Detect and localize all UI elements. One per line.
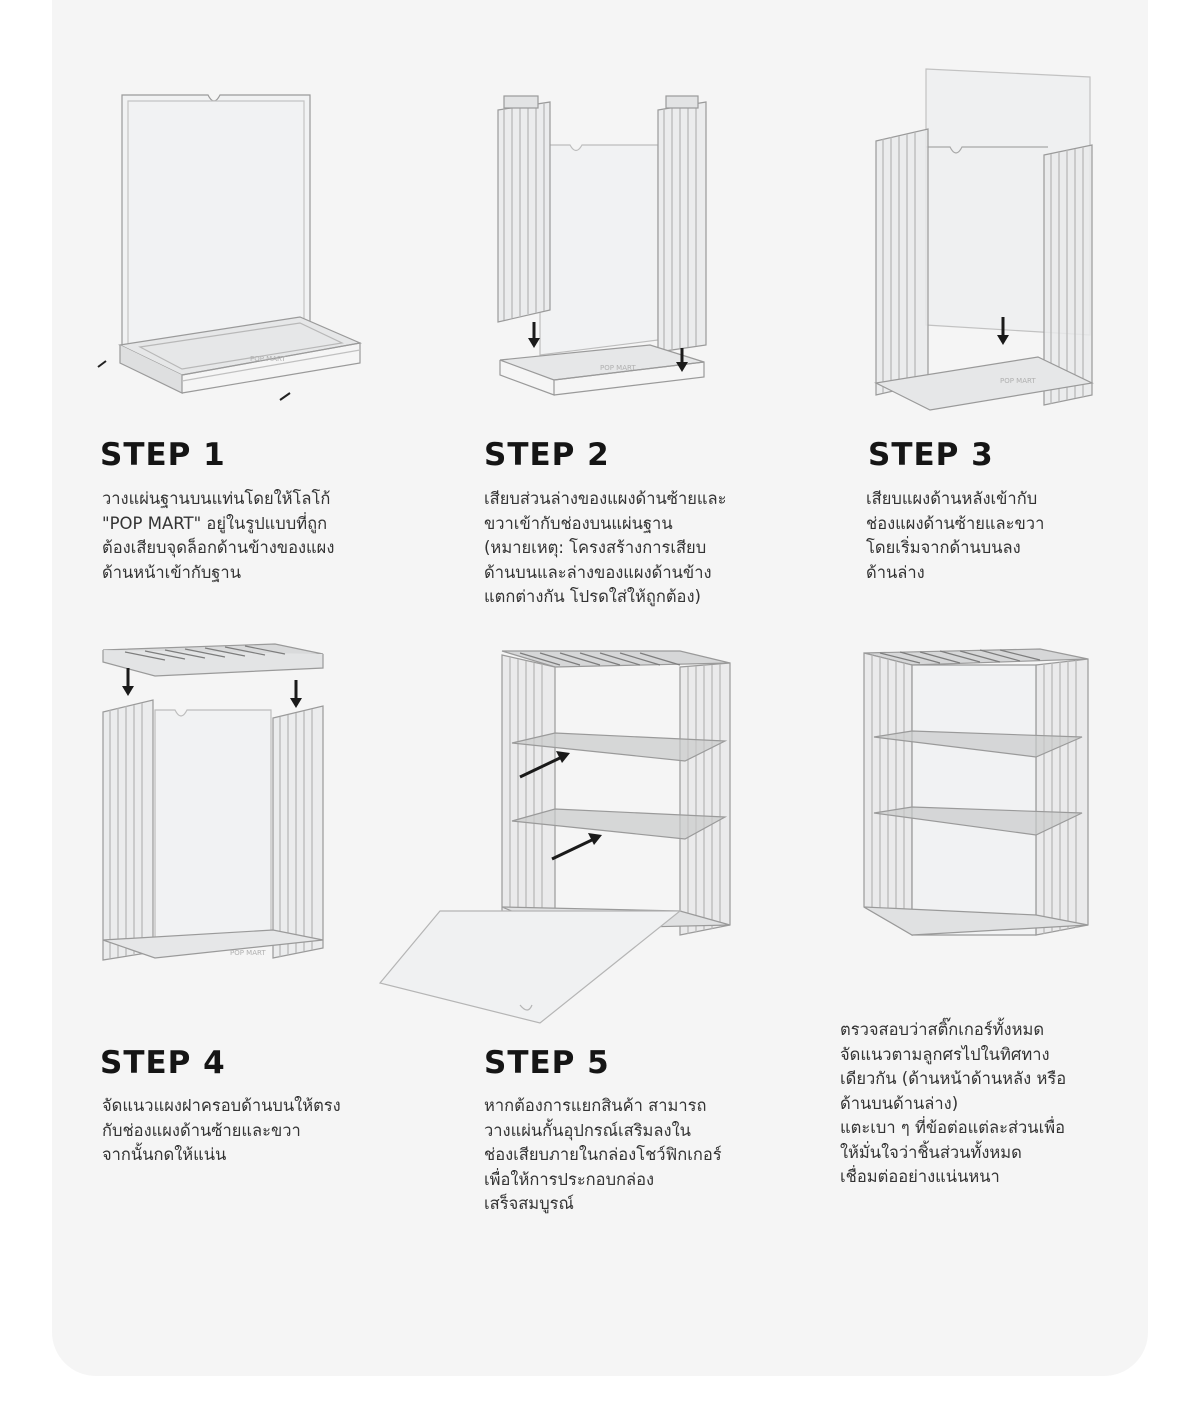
step-3-illustration [870, 65, 1100, 415]
step-1-description: วางแผ่นฐานบนแท่นโดยให้โลโก้ "POP MART" อยู่ในรูปแบบที่ถูก ต้องเสียบจุดล็อกด้านข้างของแผง ด้านหน้าเข้ากับฐาน [102, 489, 335, 582]
shelf-insert-diagram [380, 645, 750, 1030]
front-panel-and-base-diagram [90, 85, 380, 415]
completed-display-box-diagram [860, 645, 1100, 945]
arrow-down-icon [122, 668, 134, 696]
final-illustration [860, 645, 1100, 945]
svg-text:POP MART: POP MART [1000, 377, 1036, 385]
final-check-note: ตรวจสอบว่าสติ๊กเกอร์ทั้งหมด จัดแนวตามลูกศรไปในทิศทาง เดียวกัน (ด้านหน้าด้านหลัง หรือ ด้านบนด้านล่าง) แตะเบา ๆ ที่ข้อต่อแต่ละส่วนเพื่อ ให้มั่นใจว่าชิ้นส่วนทั้งหมด เชื่อมต่ออย่างแน่นหนา [840, 1020, 1067, 1186]
step-1-illustration [90, 85, 380, 415]
arrow-diagonal-icon [552, 833, 602, 859]
side-panels-diagram [490, 90, 720, 410]
back-panel-diagram [870, 65, 1100, 415]
step-4-illustration [95, 640, 335, 980]
svg-text:POP MART: POP MART [250, 355, 286, 363]
svg-text:POP MART: POP MART [600, 364, 636, 372]
step-5-description: หากต้องการแยกสินค้า สามารถ วางแผ่นกั้นอุปกรณ์เสริมลงใน ช่องเสียบภายในกล่องโชว์ฟิกเกอร์ เพื่อให้การประกอบกล่อง เสร็จสมบูรณ์ [484, 1096, 722, 1213]
step-1-title: STEP 1 [100, 437, 226, 473]
step-4-title: STEP 4 [100, 1045, 226, 1081]
step-5-title: STEP 5 [484, 1045, 610, 1081]
step-3-title: STEP 3 [868, 437, 994, 473]
top-cover-diagram [95, 640, 335, 980]
step-4-description: จัดแนวแผงฝาครอบด้านบนให้ตรง กับช่องแผงด้านซ้ายและขวา จากนั้นกดให้แน่น [102, 1096, 341, 1164]
step-2-description: เสียบส่วนล่างของแผงด้านซ้ายและ ขวาเข้ากับช่องบนแผ่นฐาน (หมายเหตุ: โครงสร้างการเสียบ ด้านบนและล่างของแผงด้านข้าง แตกต่างกัน โปรดใส่ให้ถูกต้อง) [484, 489, 727, 606]
arrow-down-icon [290, 680, 302, 708]
step-2-title: STEP 2 [484, 437, 610, 473]
step-2-illustration [490, 90, 720, 410]
step-5-illustration [380, 645, 750, 1030]
svg-text:POP MART: POP MART [230, 949, 266, 957]
step-3-description: เสียบแผงด้านหลังเข้ากับ ช่องแผงด้านซ้ายและขวา โดยเริ่มจากด้านบนลง ด้านล่าง [866, 489, 1045, 582]
arrow-down-icon [528, 322, 540, 348]
